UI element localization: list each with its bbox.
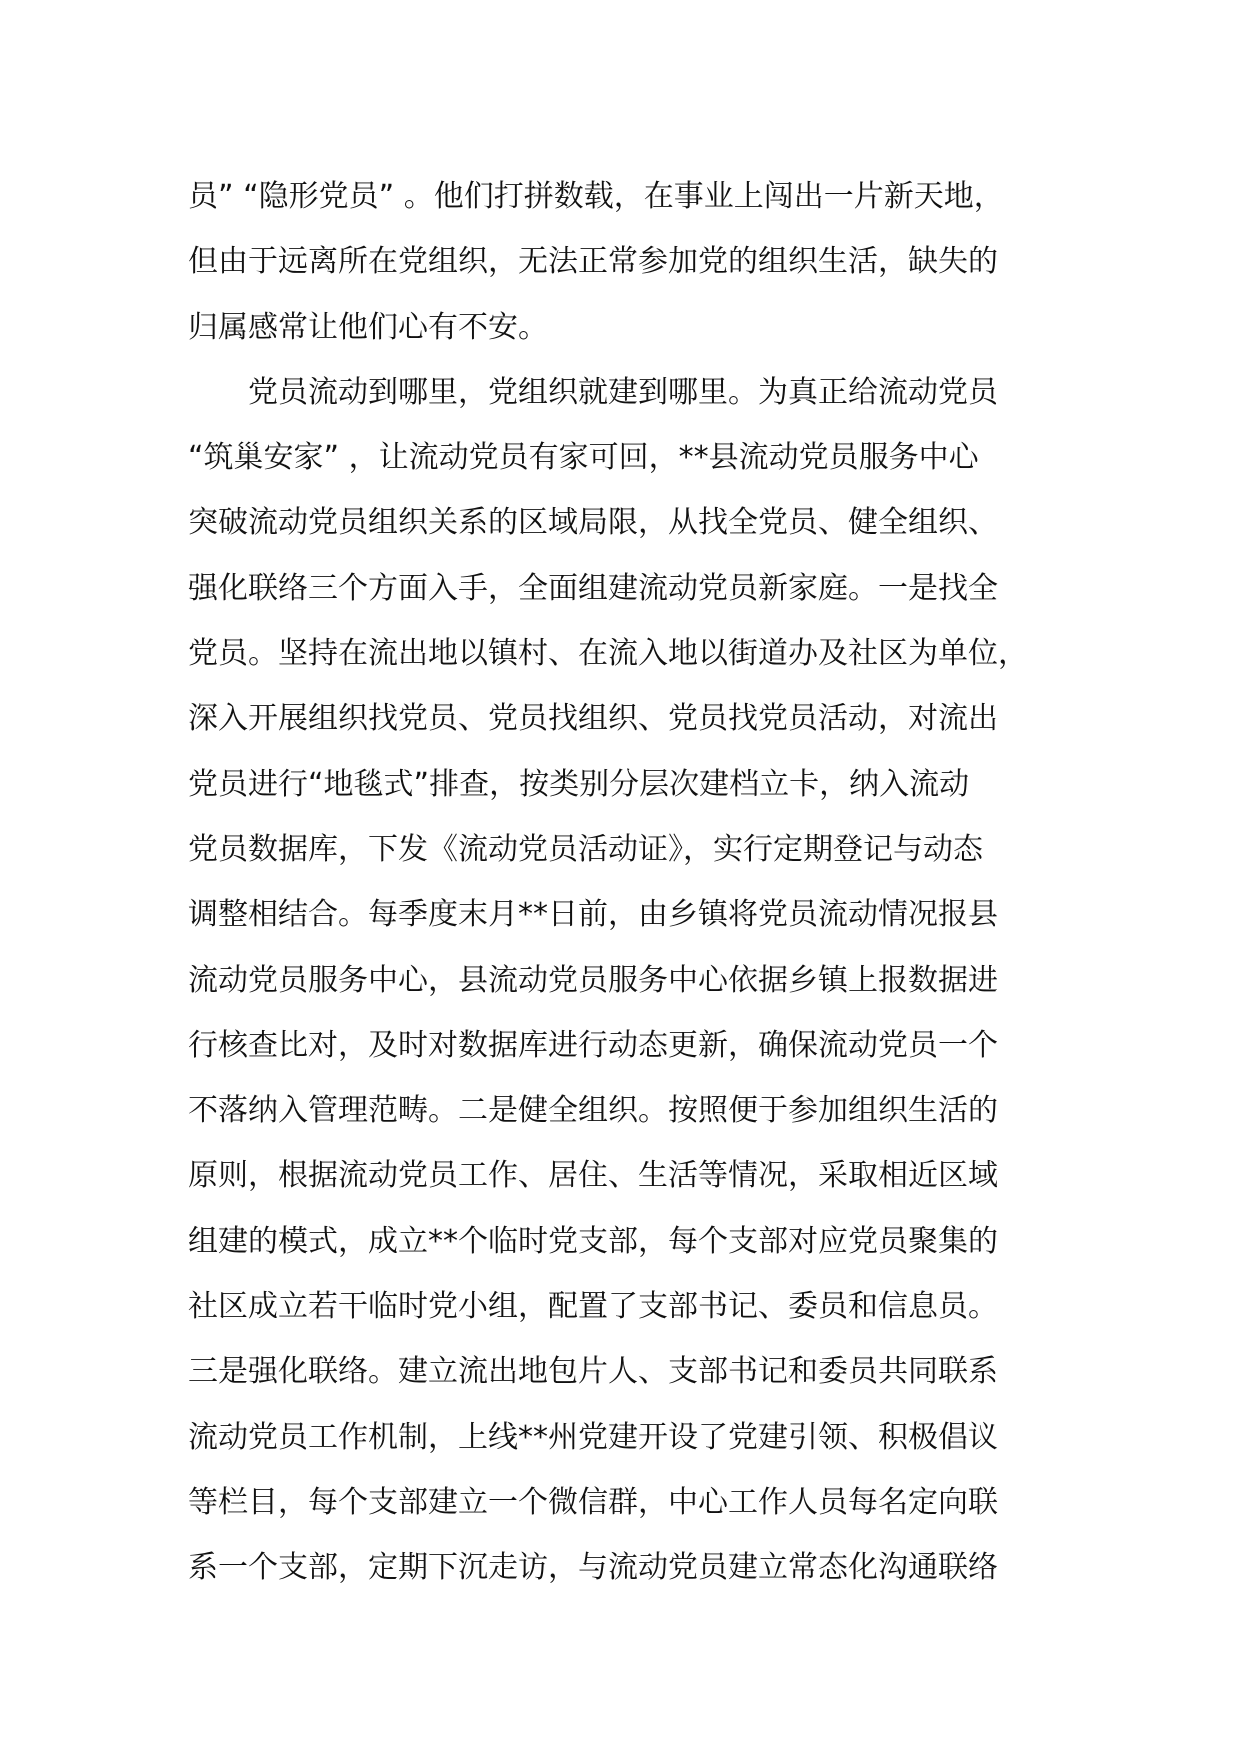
text-line-21: 等栏目，每个支部建立一个微信群，中心工作人员每名定向联 [188,1484,998,1520]
text-line-13: 流动党员服务中心，县流动党员服务中心依据乡镇上报数据进 [188,962,998,998]
text-line-22: 系一个支部，定期下沉走访，与流动党员建立常态化沟通联络 [188,1550,998,1586]
text-line-7: 强化联络三个方面入手，全面组建流动党员新家庭。一是找全 [188,570,998,606]
text-line-9: 深入开展组织找党员、党员找组织、党员找党员活动，对流出 [188,701,998,737]
text-line-16: 原则，根据流动党员工作、居住、生活等情况，采取相近区域 [188,1158,998,1194]
body-text [188,164,1088,1601]
text-line-8: 党员。坚持在流出地以镇村、在流入地以街道办及社区为单位， [188,636,1028,672]
text-line-17: 组建的模式，成立**个临时党支部，每个支部对应党员聚集的 [188,1223,998,1259]
text-line-11: 党员数据库，下发《流动党员活动证》，实行定期登记与动态 [188,831,983,867]
text-line-15: 不落纳入管理范畴。二是健全组织。按照便于参加组织生活的 [188,1093,998,1129]
text-line-10: 党员进行“地毯式”排查，按类别分层次建档立卡，纳入流动 [188,766,970,802]
text-line-2: 但由于远离所在党组织，无法正常参加党的组织生活，缺失的 [188,244,998,280]
text-line-6: 突破流动党员组织关系的区域局限，从找全党员、健全组织、 [188,505,998,541]
text-line-5: “筑巢安家” ，让流动党员有家可回，**县流动党员服务中心 [188,440,979,476]
text-line-18: 社区成立若干临时党小组，配置了支部书记、委员和信息员。 [188,1289,998,1325]
text-line-12: 调整相结合。每季度末月**日前，由乡镇将党员流动情况报县 [188,897,998,933]
text-line-20: 流动党员工作机制，上线**州党建开设了党建引领、积极倡议 [188,1419,998,1455]
text-line-4: 党员流动到哪里，党组织就建到哪里。为真正给流动党员 [188,374,998,410]
text-line-3: 归属感常让他们心有不安。 [188,309,548,345]
text-line-1: 员” “隐形党员” 。他们打拼数载，在事业上闯出一片新天地， [188,179,1004,214]
text-line-14: 行核查比对，及时对数据库进行动态更新，确保流动党员一个 [188,1027,998,1063]
text-line-19: 三是强化联络。建立流出地包片人、支部书记和委员共同联系 [188,1354,998,1390]
